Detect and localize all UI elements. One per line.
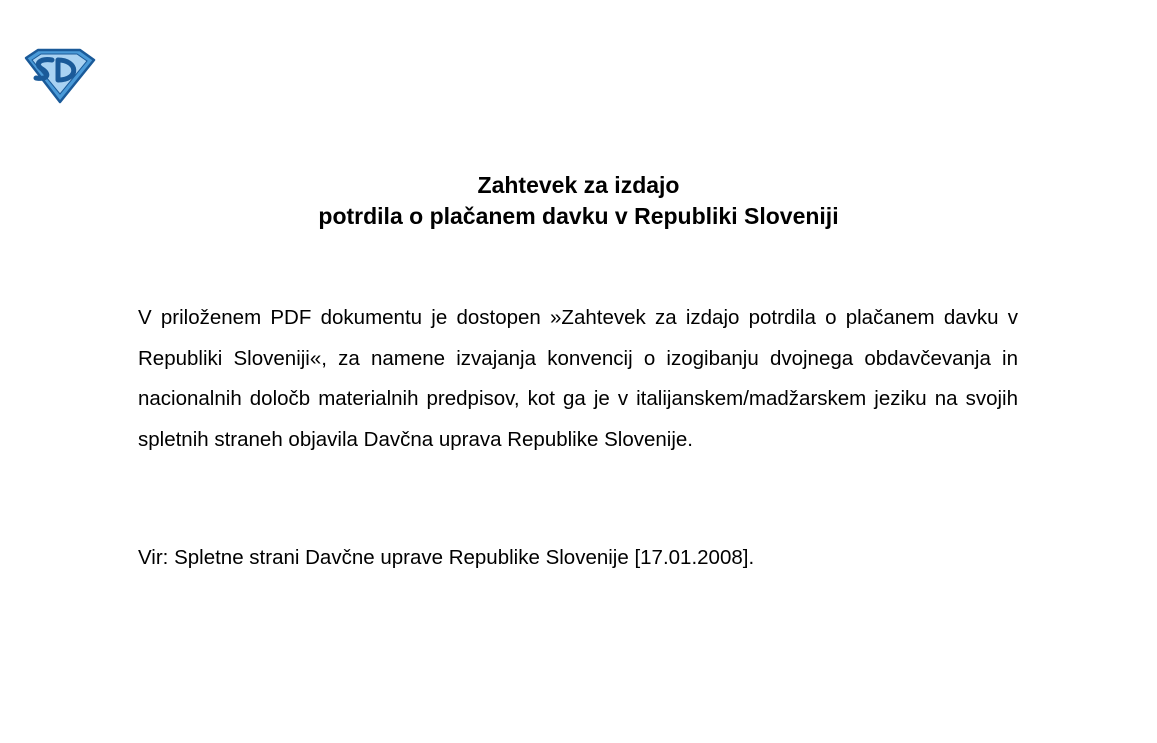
source-note: Vir: Spletne strani Davčne uprave Republike Slovenije [17.01.2008].	[138, 546, 755, 569]
sd-logo-icon	[22, 48, 96, 104]
title-line-2: potrdila o plačanem davku v Republiki Sloveniji	[318, 203, 839, 229]
body-paragraph: V priloženem PDF dokumentu je dostopen »Zahtevek za izdajo potrdila o plačanem davku v Republiki Sloveniji«, za namene izvajanja konvencij o izogibanju dvojnega obdavčevanja in nacionalnih določb materialnih predpisov, kot ga je v italijanskem/madžarskem jeziku na svojih spletnih straneh objavila Davčna uprava Republike Slovenije.	[138, 306, 1018, 451]
title-line-1: Zahtevek za izdajo	[477, 172, 680, 198]
document-title	[0, 170, 1157, 232]
